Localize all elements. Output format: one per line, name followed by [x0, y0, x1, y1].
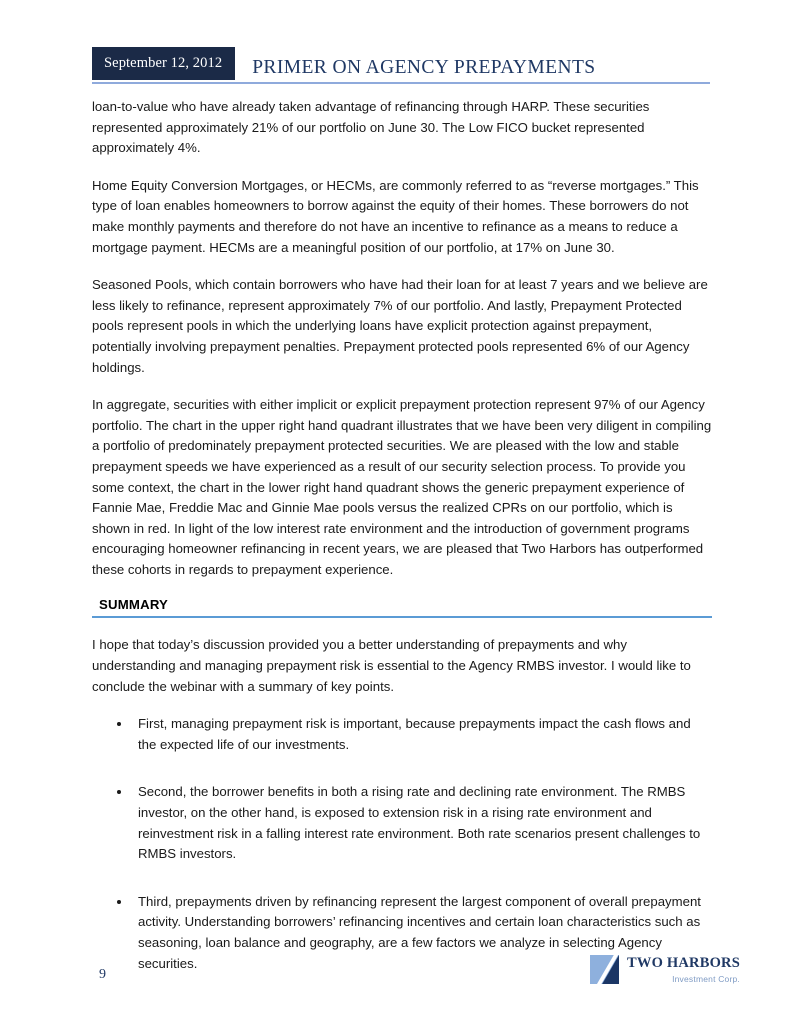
bullet-icon [117, 900, 121, 904]
bullet-icon [117, 722, 121, 726]
list-item-text: First, managing prepayment risk is important, because prepayments impact the cash flows and the expected life of our investments. [138, 716, 691, 752]
page-number: 9 [99, 967, 106, 982]
header-divider [92, 82, 710, 84]
date-badge: September 12, 2012 [92, 47, 235, 80]
logo-company-name: TWO HARBORS [627, 955, 740, 971]
logo-tagline: Investment Corp. [672, 973, 740, 984]
list-item [92, 714, 712, 755]
paragraph: Seasoned Pools, which contain borrowers who have had their loan for at least 7 years and we believe are less likely to refinance, represent approximately 7% of our portfolio. And lastly, Prepayment Protected pools represent pools in which the underlying loans have explicit protection against prepayment, potentially involving prepayment penalties. Prepayment protected pools represented 6% of our Agency holdings. [92, 277, 708, 375]
header-row [92, 47, 710, 80]
summary-bullet-list [92, 714, 712, 974]
bullet-icon [117, 790, 121, 794]
document-body [92, 97, 712, 974]
paragraph: loan-to-value who have already taken advantage of refinancing through HARP. These securities represented approximately 21% of our portfolio on June 30. The Low FICO bucket represented approximately 4%. [92, 99, 650, 156]
page-title: PRIMER ON AGENCY PREPAYMENTS [252, 57, 596, 78]
paragraph: Home Equity Conversion Mortgages, or HECMs, are commonly referred to as “reverse mortgages.” This type of loan enables homeowners to borrow against the equity of their homes. These borrowers do not make monthly payments and therefore do not have an incentive to refinance as a means to reduce a mortgage payment. HECMs are a meaningful position of our portfolio, at 17% on June 30. [92, 177, 699, 255]
summary-heading: SUMMARY [99, 597, 169, 613]
logo-text-block [627, 956, 740, 983]
paragraph: In aggregate, securities with either implicit or explicit prepayment protection represent 97% of our Agency portfolio. The chart in the upper right hand quadrant illustrates that we have been very diligent in compiling a portfolio of predominately prepayment protected securities. We are pleased with the low and stable prepayment speeds we have experienced as a result of our security selection process. To provide you some context, the chart in the lower right hand quadrant shows the generic prepayment experience of Fannie Mae, Freddie Mac and Ginnie Mae pools versus the realized CPRs on our portfolio, which is shown in red. In light of the low interest rate environment and the introduction of government programs encouraging homeowner refinancing in recent years, we are pleased that Two Harbors has outperformed these cohorts in regards to prepayment experience. [92, 397, 712, 577]
list-item-text: Third, prepayments driven by refinancing represent the largest component of overall prepayment activity. Understanding borrowers’ refinancing incentives and certain loan characteristics such as seasoning, loan balance and geography, are a few factors we analyze in selecting Agency securities. [138, 893, 701, 971]
summary-intro-paragraph: I hope that today’s discussion provided you a better understanding of prepayments and why understanding and managing prepayment risk is essential to the Agency RMBS investor. I would like to conclude the webinar with a summary of key points. [92, 637, 691, 694]
summary-section-header [92, 597, 712, 618]
summary-divider [92, 616, 712, 618]
page-header [92, 47, 710, 87]
list-item-text: Second, the borrower benefits in both a rising rate and declining rate environment. The RMBS investor, on the other hand, is exposed to extension risk in a rising rate environment and reinvestment risk in a falling interest rate environment. Both rate scenarios present challenges to RMBS investors. [138, 784, 701, 862]
list-item [92, 782, 712, 864]
company-logo [590, 955, 740, 984]
two-harbors-logo-icon [590, 955, 619, 984]
